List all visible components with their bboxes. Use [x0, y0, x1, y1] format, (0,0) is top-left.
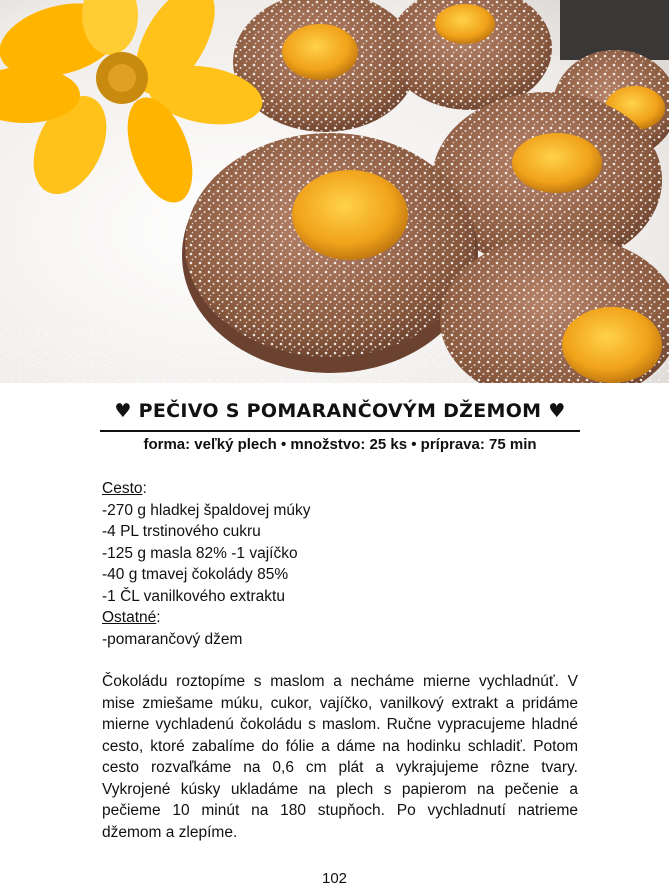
section-heading-other: Ostatné:: [102, 609, 161, 626]
ingredients-list: [102, 478, 582, 650]
recipe-title: ♥ PEČIVO S POMARANČOVÝM DŽEMOM ♥: [114, 400, 566, 422]
ingredient-item: -125 g masla 82% -1 vajíčko: [102, 544, 298, 562]
ingredient-item: -pomarančový džem: [102, 630, 243, 648]
title-divider: [100, 430, 580, 432]
ingredient-item: -4 PL trstinového cukru: [102, 523, 261, 540]
page-number: 102: [321, 870, 348, 887]
ingredient-item: -40 g tmavej čokolády 85%: [102, 566, 289, 583]
recipe-meta: forma: veľký plech • množstvo: 25 ks • príprava: 75 min: [143, 436, 537, 453]
ingredient-item: -270 g hladkej špaldovej múky: [102, 501, 311, 519]
cookies-image: [0, 0, 669, 383]
cookie-front-center: [182, 133, 478, 373]
section-heading-dough: Cesto:: [102, 480, 147, 497]
method-paragraph: Čokoládu roztopíme s maslom a necháme mierne vychladnúť. V mise zmiešame múku, cukor, vajíčko, vanilkový extrakt a pridáme mierne vychladenú čokoládu s maslom. Ručne vypracujeme hladné cesto, ktoré zabalíme do fólie a dáme na hodinku schladiť. Potom cesto rozvaľkáme na 0,6 cm plát a vykrajujeme rôzne tvary. Vykrojené kúsky ukladáme na plech s papierom na pečenie a pečieme 10 minút na 180 stupňoch. Po vychladnutí natrieme džemom a zlepíme.: [102, 673, 578, 841]
ingredient-item: -1 ČL vanilkového extraktu: [102, 587, 285, 605]
recipe-photo: [0, 0, 669, 383]
